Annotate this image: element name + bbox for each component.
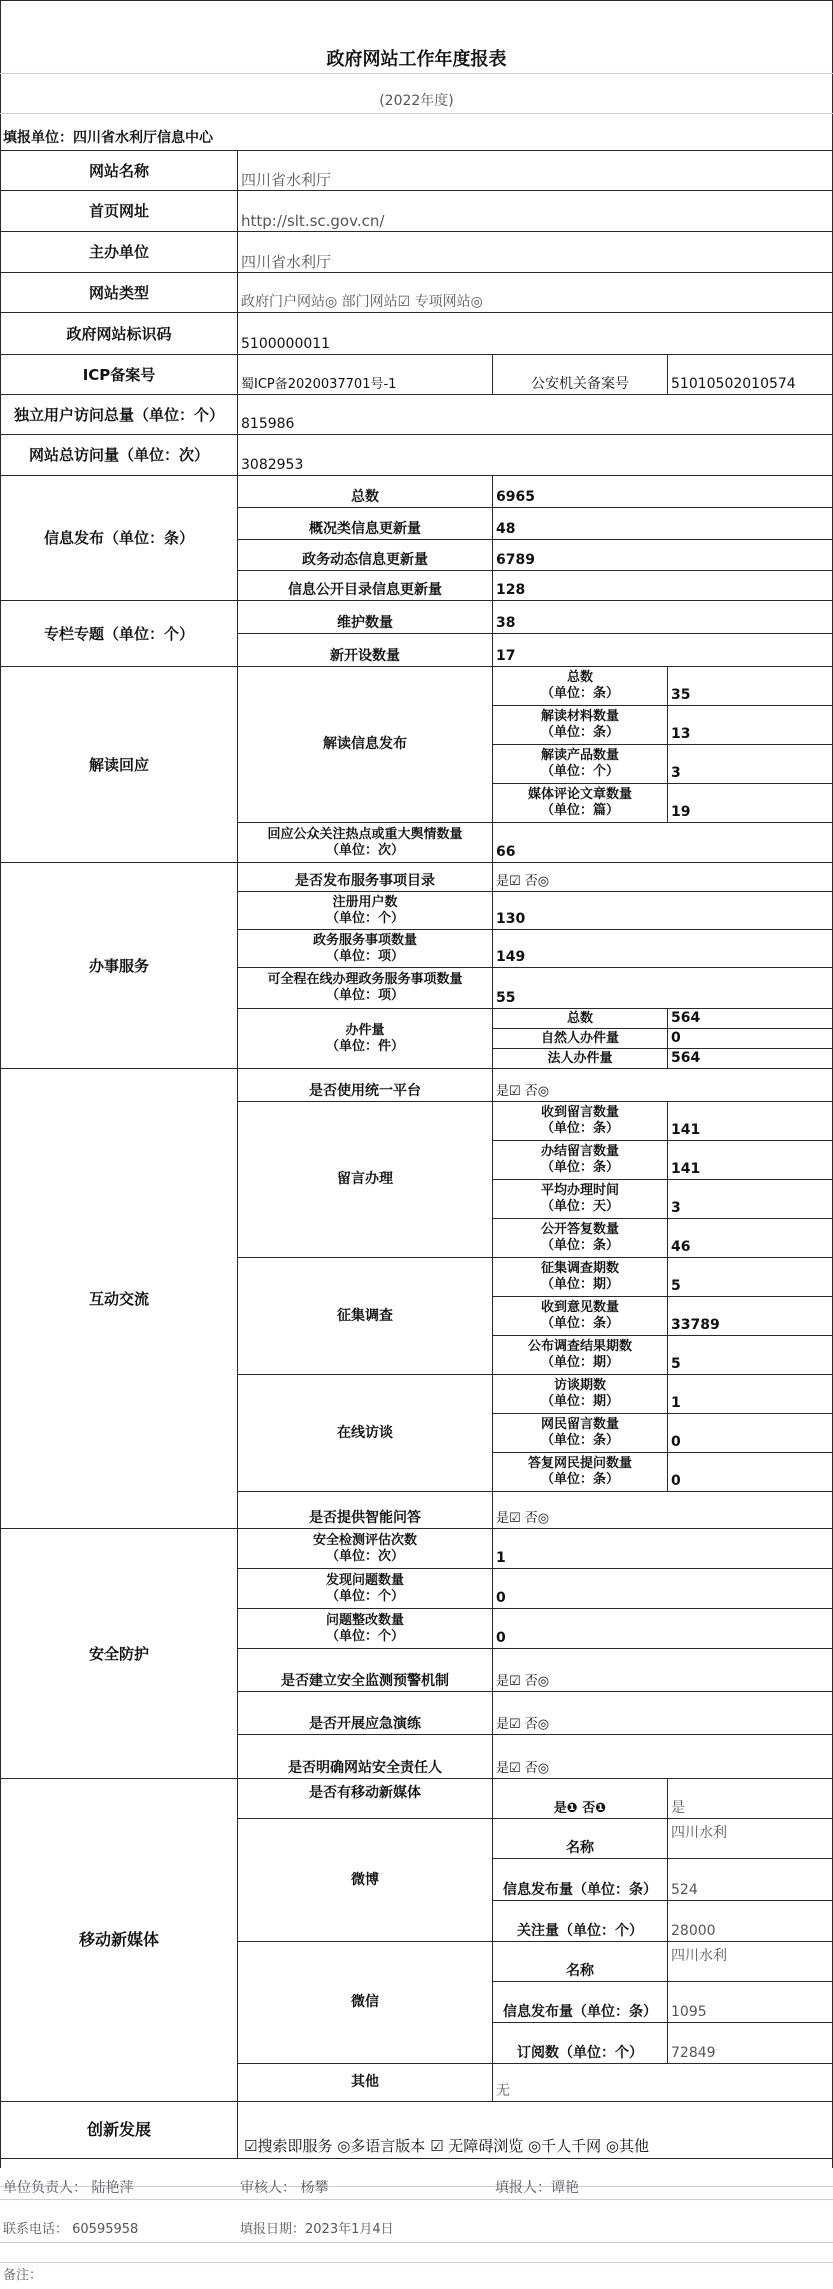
value-interview-count: 1 <box>667 1374 833 1414</box>
value-site-type: 政府门户网站◎ 部门网站☑ 专项网站◎ <box>237 272 833 313</box>
value-visits: 3082953 <box>237 434 833 476</box>
value-survey-results: 5 <box>667 1335 833 1375</box>
value-info-catalog: 128 <box>492 570 833 601</box>
label-columns-maintained: 维护数量 <box>237 600 493 634</box>
line-1: 政务服务事项数量 <box>312 932 417 948</box>
label-survey-results <box>492 1335 668 1375</box>
line-2: （单位：条） <box>540 725 619 740</box>
line-1: 总数 <box>566 670 593 686</box>
line-2: （单位：条） <box>540 1121 619 1136</box>
value-smart-qa: 是☑ 否◎ <box>492 1491 833 1529</box>
footer-head: 单位负责人： 陆艳萍 <box>3 2179 134 2196</box>
label-site-code: 政府网站标识码 <box>0 312 238 355</box>
value-msg-public: 46 <box>667 1218 833 1258</box>
label-weibo-name: 名称 <box>492 1818 668 1859</box>
label-platform: 是否使用统一平台 <box>237 1068 493 1102</box>
value-sec-owner: 是☑ 否◎ <box>492 1734 833 1779</box>
label-interpret-publish: 解读信息发布 <box>237 666 493 823</box>
line-2: （单位：条） <box>540 1472 619 1487</box>
label-interpret: 解读回应 <box>0 666 238 863</box>
label-site-type: 网站类型 <box>0 272 238 313</box>
grid-line <box>0 73 833 74</box>
label-sec-found <box>237 1568 493 1609</box>
value-weibo-followers: 28000 <box>667 1900 833 1942</box>
value-service-items: 149 <box>492 929 833 968</box>
label-info-news: 政务动态信息更新量 <box>237 539 493 571</box>
line-2: （单位：个） <box>540 764 619 779</box>
label-service-catalog: 是否发布服务事项目录 <box>237 862 493 892</box>
line-1: 公开答复数量 <box>540 1222 619 1238</box>
label-sec-owner: 是否明确网站安全责任人 <box>237 1734 493 1779</box>
line-1: 办件量 <box>345 1022 385 1038</box>
value-sec-fixed: 0 <box>492 1608 833 1649</box>
line-2: （单位：个） <box>325 1588 404 1604</box>
grid-line <box>0 113 833 114</box>
label-msg-received <box>492 1101 668 1141</box>
label-message: 留言办理 <box>237 1101 493 1258</box>
report-title: 政府网站工作年度报表 <box>326 49 507 71</box>
value-sec-tests: 1 <box>492 1528 833 1569</box>
line-1: 平均办理时间 <box>540 1183 619 1199</box>
grid-line <box>0 2262 833 2263</box>
label-volume-person: 自然人办件量 <box>492 1028 668 1049</box>
label-msg-done <box>492 1140 668 1180</box>
line-1: 征集调查期数 <box>540 1261 619 1277</box>
line-2: （单位：期） <box>540 1277 619 1292</box>
label-info-publish: 信息发布（单位：条） <box>0 475 238 601</box>
line-1: 办结留言数量 <box>540 1144 619 1160</box>
value-interpret-materials: 13 <box>667 705 833 745</box>
footer-phone: 联系电话： 60595958 <box>3 2222 139 2238</box>
label-interview-messages <box>492 1413 668 1453</box>
label-mobile-has: 是否有移动新媒体 <box>237 1778 493 1819</box>
line-1: 网民留言数量 <box>540 1417 619 1433</box>
value-sponsor: 四川省水利厅 <box>237 231 833 273</box>
label-info-catalog: 信息公开目录信息更新量 <box>237 570 493 601</box>
footer-date: 填报日期：2023年1月4日 <box>240 2222 394 2238</box>
value-site-name: 四川省水利厅 <box>237 150 833 191</box>
label-interpret-materials <box>492 705 668 745</box>
value-wechat-name: 四川水利 <box>667 1941 833 1982</box>
line-1: 问题整改数量 <box>325 1612 404 1628</box>
label-interview-count <box>492 1374 668 1414</box>
label-interview-replies <box>492 1452 668 1492</box>
value-innovation: ☑搜索即服务 ◎多语言版本 ☑ 无障碍浏览 ◎千人千网 ◎其他 <box>237 2101 833 2159</box>
value-interpret-media: 19 <box>667 783 833 823</box>
value-columns-maintained: 38 <box>492 600 833 634</box>
line-2: （单位：条） <box>540 1316 619 1331</box>
line-1: 访谈期数 <box>553 1378 606 1394</box>
line-2: （单位：篇） <box>540 803 619 818</box>
value-interview-messages: 0 <box>667 1413 833 1453</box>
line-2: （单位：个） <box>325 910 404 926</box>
value-weibo-posts: 524 <box>667 1858 833 1901</box>
value-weibo-name: 四川水利 <box>667 1818 833 1859</box>
label-volume-total: 总数 <box>492 1008 668 1029</box>
value-mobile-has: 是 <box>667 1778 833 1819</box>
value-mobile-choice: 是❶ 否❶ <box>492 1778 668 1819</box>
line-1: 注册用户数 <box>332 894 398 910</box>
line-2: （单位：期） <box>540 1394 619 1409</box>
label-security: 安全防护 <box>0 1528 238 1779</box>
report-year: (2022年度) <box>379 92 454 109</box>
label-police-record: 公安机关备案号 <box>492 354 668 395</box>
line-2: （单位：期） <box>540 1355 619 1370</box>
label-interact: 互动交流 <box>0 1068 238 1529</box>
label-volume-legal: 法人办件量 <box>492 1048 668 1069</box>
line-1: 答复网民提问数量 <box>527 1456 632 1472</box>
line-1: 安全检测评估次数 <box>312 1532 417 1548</box>
label-wechat-name: 名称 <box>492 1941 668 1982</box>
label-survey-count <box>492 1257 668 1297</box>
value-wechat-posts: 1095 <box>667 1981 833 2023</box>
value-mobile-other: 无 <box>492 2063 833 2102</box>
line-2: （单位：次） <box>325 842 404 858</box>
value-service-online: 55 <box>492 967 833 1009</box>
label-icp: ICP备案号 <box>0 354 238 395</box>
footer-note: 备注： <box>3 2268 43 2284</box>
value-homepage: http://slt.sc.gov.cn/ <box>237 190 833 232</box>
report-unit: 填报单位：四川省水利厅信息中心 <box>3 129 213 146</box>
label-sec-drill: 是否开展应急演练 <box>237 1691 493 1735</box>
label-online-interview: 在线访谈 <box>237 1374 493 1492</box>
label-interpret-respond <box>237 822 493 863</box>
label-interpret-products <box>492 744 668 784</box>
label-service-items <box>237 929 493 968</box>
label-service-volume <box>237 1008 493 1069</box>
value-columns-new: 17 <box>492 633 833 667</box>
line-2: （单位：条） <box>540 686 619 701</box>
value-info-news: 6789 <box>492 539 833 571</box>
label-msg-public <box>492 1218 668 1258</box>
line-2: （单位：件） <box>325 1038 404 1054</box>
value-info-overview: 48 <box>492 507 833 540</box>
value-msg-received: 141 <box>667 1101 833 1141</box>
line-1: 媒体评论文章数量 <box>527 787 632 803</box>
label-sec-fixed <box>237 1608 493 1649</box>
footer-filler: 填报人：谭艳 <box>495 2179 579 2196</box>
value-sec-warning: 是☑ 否◎ <box>492 1648 833 1692</box>
label-interpret-total <box>492 666 668 706</box>
label-wechat-subscribers: 订阅数（单位：个） <box>492 2022 668 2064</box>
line-2: （单位：次） <box>325 1548 404 1564</box>
value-wechat-subscribers: 72849 <box>667 2022 833 2064</box>
line-1: 解读产品数量 <box>540 748 619 764</box>
label-info-total: 总数 <box>237 475 493 508</box>
label-site-name: 网站名称 <box>0 150 238 191</box>
label-innovation: 创新发展 <box>0 2101 238 2159</box>
label-interpret-media <box>492 783 668 823</box>
label-weibo-posts: 信息发布量（单位：条） <box>492 1858 668 1901</box>
label-info-overview: 概况类信息更新量 <box>237 507 493 540</box>
footer-reviewer: 审核人： 杨攀 <box>240 2179 329 2196</box>
label-homepage: 首页网址 <box>0 190 238 232</box>
value-icp: 蜀ICP备2020037701号-1 <box>237 354 493 395</box>
value-site-code: 5100000011 <box>237 312 833 355</box>
label-service: 办事服务 <box>0 862 238 1069</box>
label-columns: 专栏专题（单位：个） <box>0 600 238 667</box>
value-interpret-respond: 66 <box>492 822 833 863</box>
value-volume-person: 0 <box>667 1028 833 1049</box>
label-sponsor: 主办单位 <box>0 231 238 273</box>
value-volume-total: 564 <box>667 1008 833 1029</box>
label-survey-opinions <box>492 1296 668 1336</box>
label-wechat-posts: 信息发布量（单位：条） <box>492 1981 668 2023</box>
line-1: 收到意见数量 <box>540 1300 619 1316</box>
label-wechat: 微信 <box>237 1941 493 2064</box>
value-service-catalog: 是☑ 否◎ <box>492 862 833 892</box>
line-1: 收到留言数量 <box>540 1105 619 1121</box>
label-service-online <box>237 967 493 1009</box>
line-1: 回应公众关注热点或重大舆情数量 <box>267 826 463 842</box>
value-sec-found: 0 <box>492 1568 833 1609</box>
label-survey: 征集调查 <box>237 1257 493 1375</box>
value-msg-done: 141 <box>667 1140 833 1180</box>
line-1: 公布调查结果期数 <box>527 1339 632 1355</box>
value-survey-opinions: 33789 <box>667 1296 833 1336</box>
label-visits: 网站总访问量（单位：次） <box>0 434 238 476</box>
label-weibo: 微博 <box>237 1818 493 1942</box>
label-mobile: 移动新媒体 <box>0 1778 238 2102</box>
line-2: （单位：项） <box>325 988 404 1003</box>
value-interpret-products: 3 <box>667 744 833 784</box>
value-volume-legal: 564 <box>667 1048 833 1069</box>
line-2: （单位：条） <box>540 1238 619 1253</box>
label-columns-new: 新开设数量 <box>237 633 493 667</box>
line-2: （单位：条） <box>540 1433 619 1448</box>
line-1: 可全程在线办理政务服务事项数量 <box>267 972 463 988</box>
value-visitors: 815986 <box>237 394 833 435</box>
value-platform: 是☑ 否◎ <box>492 1068 833 1102</box>
value-info-total: 6965 <box>492 475 833 508</box>
value-survey-count: 5 <box>667 1257 833 1297</box>
label-visitors: 独立用户访问总量（单位：个） <box>0 394 238 435</box>
line-2: （单位：项） <box>325 948 404 964</box>
line-2: （单位：条） <box>540 1160 619 1175</box>
value-sec-drill: 是☑ 否◎ <box>492 1691 833 1735</box>
line-2: （单位：个） <box>325 1628 404 1644</box>
line-1: 发现问题数量 <box>325 1572 404 1588</box>
line-1: 解读材料数量 <box>540 709 619 725</box>
value-police-record: 51010502010574 <box>667 354 833 395</box>
label-msg-time <box>492 1179 668 1219</box>
frame-top <box>0 0 833 1</box>
label-mobile-other: 其他 <box>237 2063 493 2102</box>
value-interview-replies: 0 <box>667 1452 833 1492</box>
line-2: （单位：天） <box>540 1199 619 1214</box>
value-msg-time: 3 <box>667 1179 833 1219</box>
label-sec-warning: 是否建立安全监测预警机制 <box>237 1648 493 1692</box>
label-sec-tests <box>237 1528 493 1569</box>
label-smart-qa: 是否提供智能问答 <box>237 1491 493 1529</box>
label-weibo-followers: 关注量（单位：个） <box>492 1900 668 1942</box>
value-service-users: 130 <box>492 891 833 930</box>
label-service-users <box>237 891 493 930</box>
value-interpret-total: 35 <box>667 666 833 706</box>
